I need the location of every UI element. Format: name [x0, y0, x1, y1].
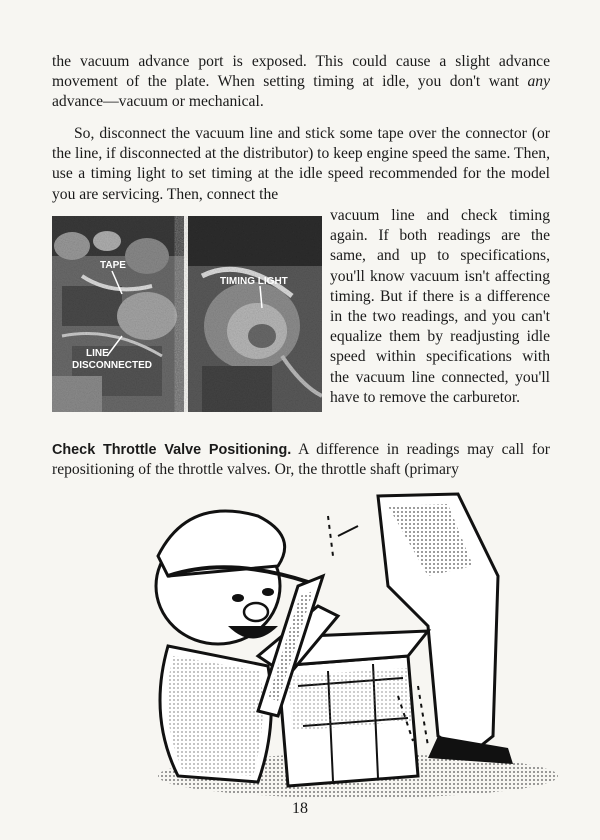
- paragraph-text: the vacuum advance port is exposed. This could cause a slight advance movement of the plate. When setting timing at idle, you don't want: [52, 53, 550, 91]
- engine-photos: [52, 216, 322, 412]
- photo-right: [188, 216, 322, 412]
- paragraph-wrap-column: vacuum line and check timing again. If both readings are the same, and up to specifications, you'll know vacuum isn't affecting timing. But if there is a difference in the two readings, and you can't equalize them by readjusting idle speed within specifications with the vacuum line connected, you'll have to remove the carburetor.: [330, 207, 550, 406]
- label-timing-light: TIMING LIGHT: [220, 276, 288, 287]
- paragraph-vacuum-advance: [52, 52, 550, 113]
- paragraph-text: A difference in readings may call for repositioning of the throttle valves. Or, the throttle shaft (primary: [52, 441, 550, 479]
- paragraph-throttle-valve: [52, 440, 550, 480]
- emphasis-any: any: [527, 73, 550, 91]
- page-number: 18: [292, 800, 308, 817]
- paragraph-disconnect-vacuum: So, disconnect the vacuum line and stick some tape over the connector (or the line, if disconnected at the distributor) to keep engine speed the same. Then, use a timing light to set timing at the idle speed recommended for the model you are servicing. Then, connect the: [52, 125, 550, 203]
- cartoon-illustration: [128, 486, 558, 802]
- mechanic-cartoon-drawing: [128, 486, 558, 802]
- paragraph-text-tail: advance—vacuum or mechanical.: [52, 93, 264, 111]
- photo-left: [52, 216, 184, 412]
- section-heading: Check Throttle Valve Positioning.: [52, 442, 292, 458]
- label-disconnected: DISCONNECTED: [72, 360, 153, 371]
- label-line: LINE: [86, 348, 109, 359]
- label-tape: TAPE: [100, 260, 126, 271]
- engine-photo-illustration: [52, 216, 322, 412]
